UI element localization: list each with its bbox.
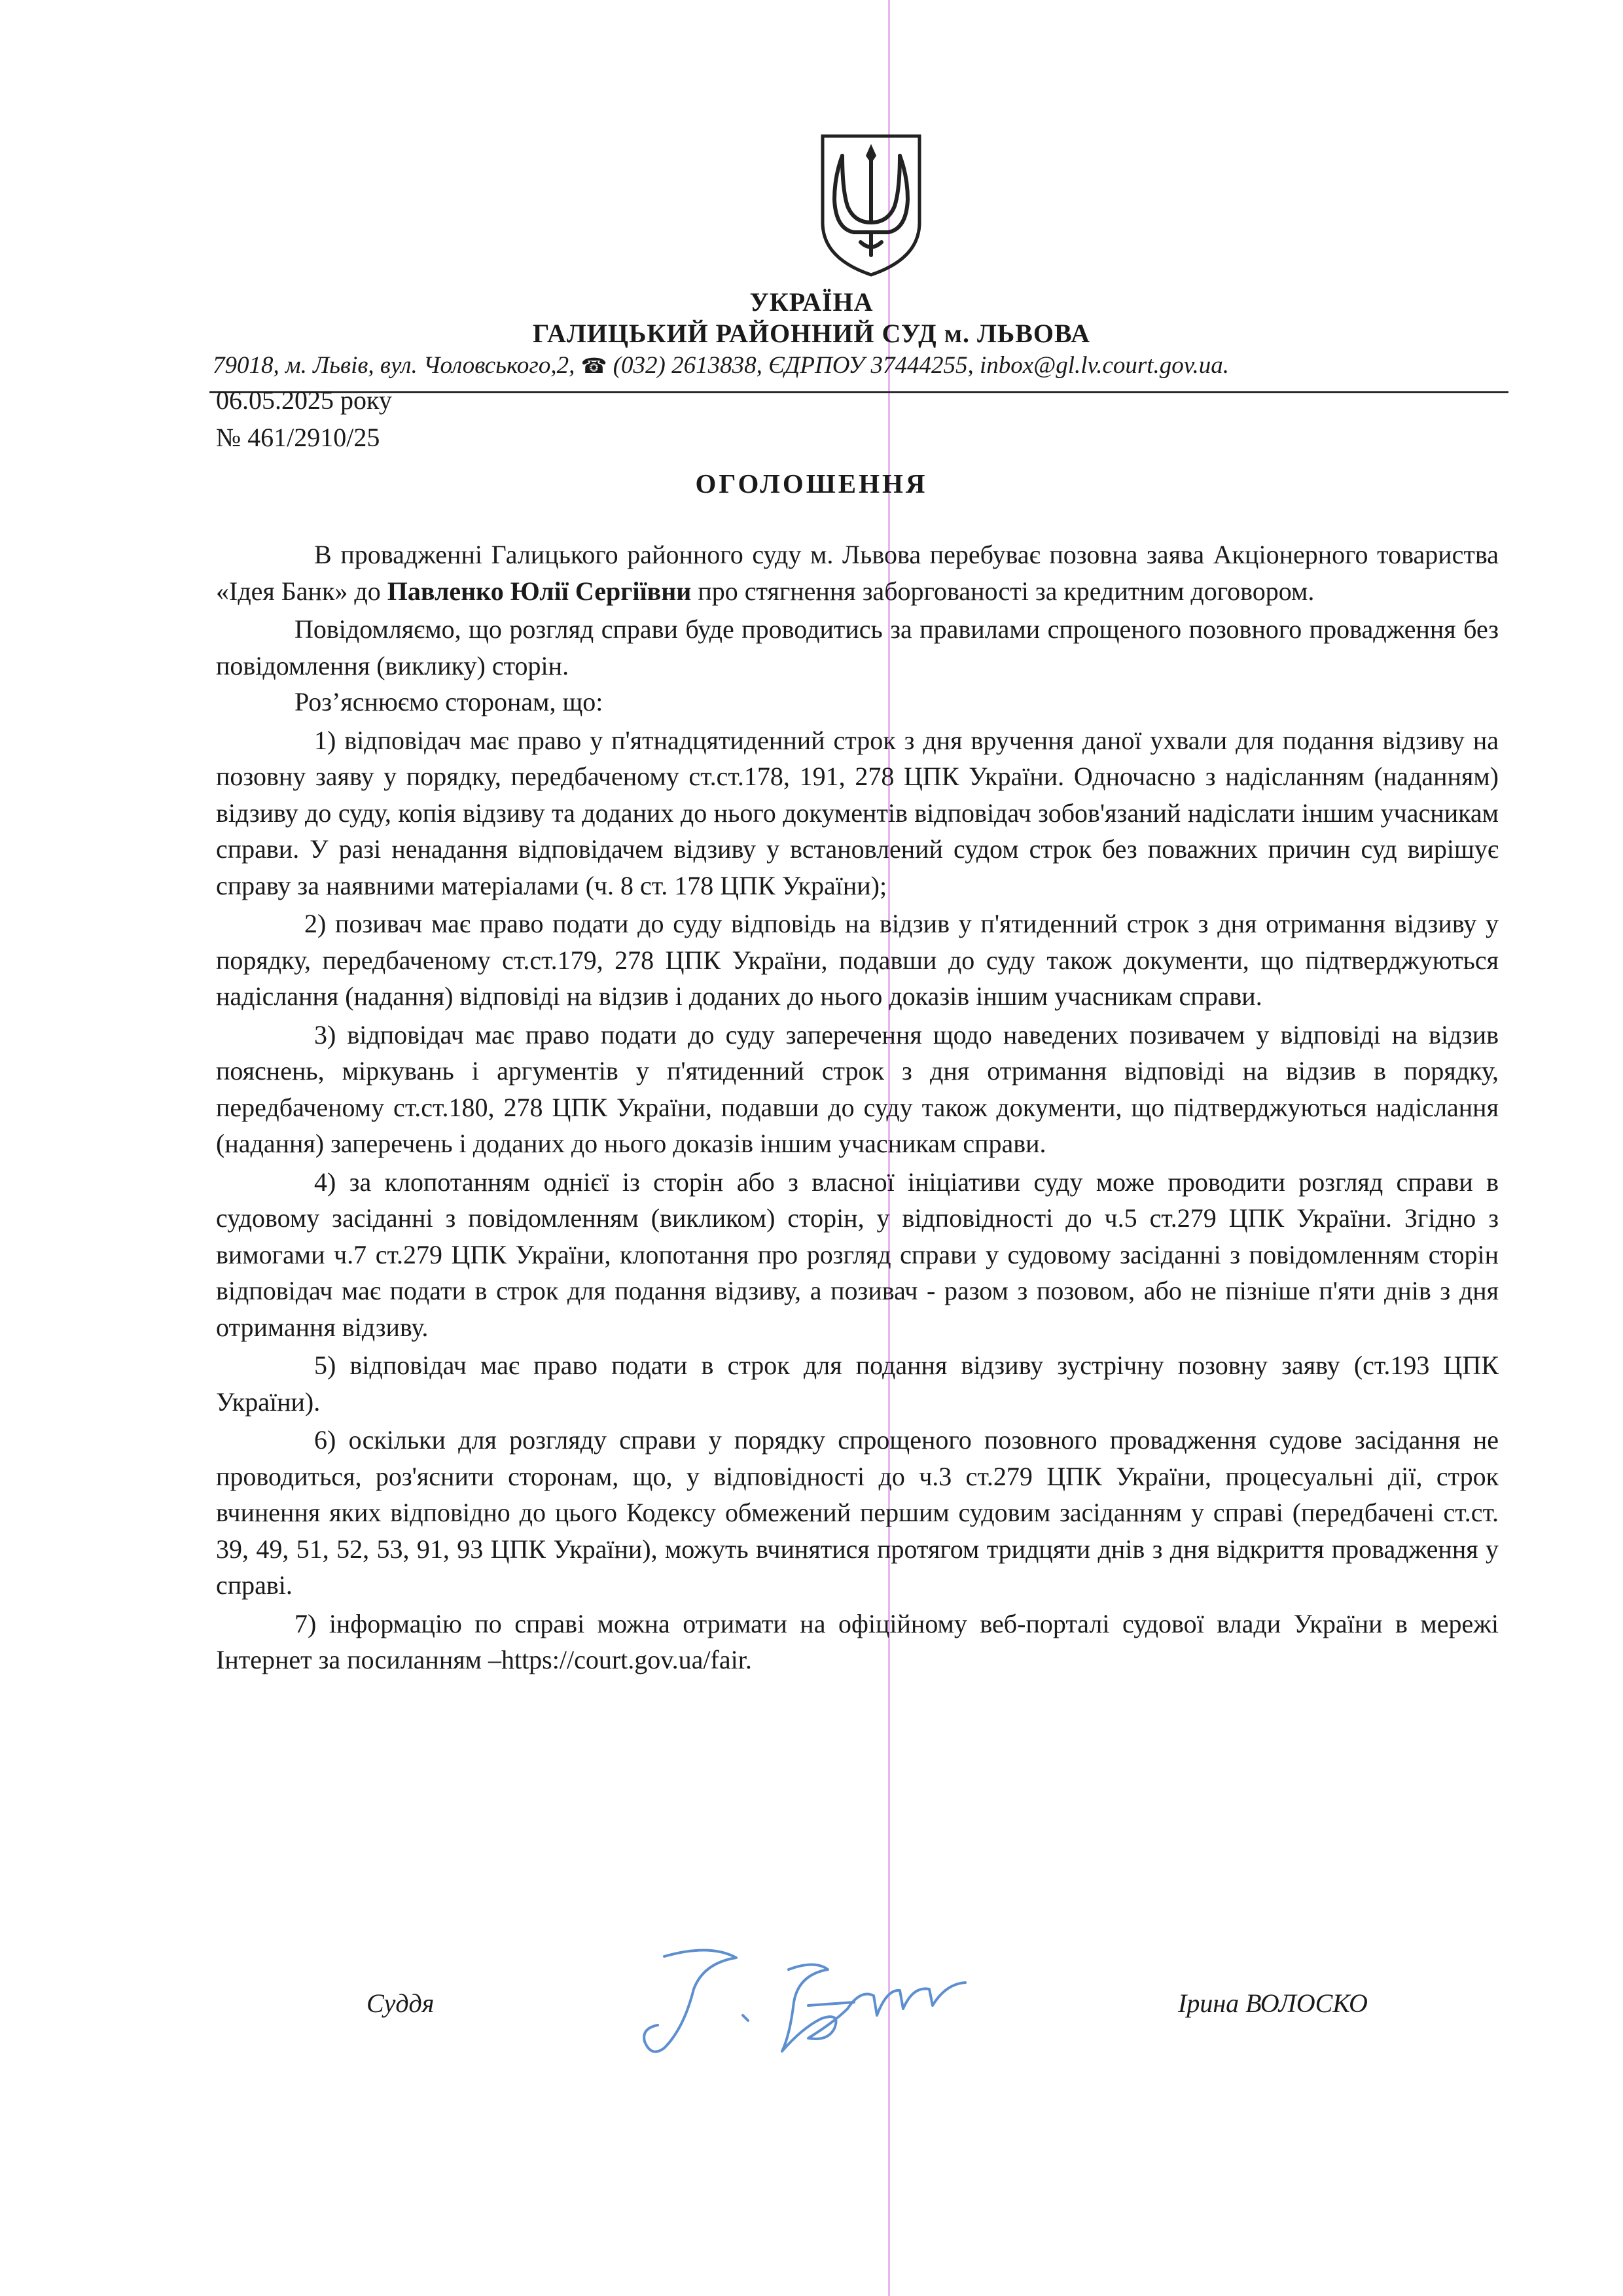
list-item: 6) оскільки для розгляду справи у порядку спрощеного позовного провадження судове засідання не проводиться, роз'яснити сторонам, що, у відповідності до ч.3 ст.279 ЦПК України, процесуальні дії, строк вчинення яких відповідно до цього Кодексу обмежений першим судовим засіданням у справі (передбачені ст.ст. 39, 49, 51, 52, 53, 91, 93 ЦПК України), можуть вчинятися протягом тридцяти днів з дня відкриття провадження у справі. — [216, 1425, 1499, 1600]
intro-text-end: про стягнення заборгованості за кредитним договором. — [691, 576, 1315, 606]
document-body — [216, 537, 1499, 1678]
document-title: ОГОЛОШЕННЯ — [695, 468, 928, 499]
email-address: inbox@gl.lv.court.gov.ua. — [979, 352, 1229, 379]
court-address-line — [213, 351, 1489, 380]
list-item: 1) відповідач має право у п'ятнадцятиденний строк з дня вручення даної ухвали для подання відзиву на позовну заяву у порядку, передбаченому ст.ст.178, 191, 278 ЦПК України. Одночасно з надісланням (наданням) відзиву до суду, копія відзиву та доданих до нього документів відповідач зобов'язаний надіслати іншим учасникам справи. У разі ненадання відповідачем відзиву у встановлений судом строк без поважних причин суд вирішує справу за наявними матеріалами (ч. 8 ст. 178 ЦПК України); — [216, 725, 1499, 900]
edrpou-code: ЄДРПОУ 37444255, — [768, 352, 974, 379]
case-number: № 461/2910/25 — [216, 423, 380, 452]
intro-text-start: В провадженні Галицького районного суду м. Львова перебуває позовна заява Акціонерного товариства «Ідея Банк» до — [216, 540, 1499, 606]
intro-paragraph — [216, 537, 1499, 609]
header-divider — [209, 391, 1508, 393]
list-item: 4) за клопотанням однієї із сторін або з власної ініціативи суду може проводити розгляд справи в судовому засіданні з повідомленням (викликом) сторін, у відповідності до ч.5 ст.279 ЦПК України. Згідно з вимогами ч.7 ст.279 ЦПК України, клопотання про розгляд справи у судовому засіданні з повідомленням сторін відповідач має подати в строк для подання відзиву, а позивач - разом з позовом, або не пізніше п'яти днів з дня отримання відзиву. — [216, 1167, 1499, 1342]
judge-label: Суддя — [366, 1988, 435, 2018]
court-name-heading: ГАЛИЦЬКИЙ РАЙОННИЙ СУД м. ЛЬВОВА — [532, 319, 1091, 348]
judge-name: Ірина ВОЛОСКО — [1178, 1988, 1368, 2018]
document-date: 06.05.2025 року — [216, 385, 392, 415]
trident-emblem-icon — [815, 124, 927, 279]
list-item: 5) відповідач має право подати в строк для подання відзиву зустрічну позовну заяву (ст.193 ЦПК України). — [216, 1351, 1499, 1417]
country-heading: УКРАЇНА — [749, 287, 874, 317]
explain-paragraph: Роз’яснюємо сторонам, що: — [294, 687, 603, 716]
defendant-name: Павленко Юлії Сергіївни — [387, 576, 692, 606]
list-item: 2) позивач має право подати до суду відповідь на відзив у п'ятиденний строк з дня отримання відзиву у порядку, передбаченому ст.ст.179, 278 ЦПК України, подавши до суду також документи, що підтверджуються надіслання (надання) відповіді на відзив і доданих до нього доказів іншим учасникам справи. — [216, 909, 1499, 1011]
telephone-icon: ☎ — [580, 354, 607, 378]
address-text: 79018, м. Львів, вул. Чоловського,2, — [213, 352, 575, 379]
notice-paragraph: Повідомляємо, що розгляд справи буде проводитись за правилами спрощеного позовного провадження без повідомлення (виклику) сторін. — [216, 614, 1499, 680]
list-item: 3) відповідач має право подати до суду заперечення щодо наведених позивачем у відповіді на відзив пояснень, міркувань і аргументів у п'ятиденний строк з дня отримання відповіді на відзив в порядку, передбаченому ст.ст.180, 278 ЦПК України, подавши до суду також документи, що підтверджуються надіслання (надання) заперечень і доданих до нього доказів іншим учасникам справи. — [216, 1019, 1499, 1158]
list-item: 7) інформацію по справі можна отримати на офіційному веб-порталі судової влади України в мережі Інтернет за посиланням –https://court.gov.ua/fair. — [216, 1608, 1499, 1674]
phone-number: (032) 2613838, — [613, 352, 762, 379]
handwritten-signature-icon — [638, 1943, 991, 2064]
